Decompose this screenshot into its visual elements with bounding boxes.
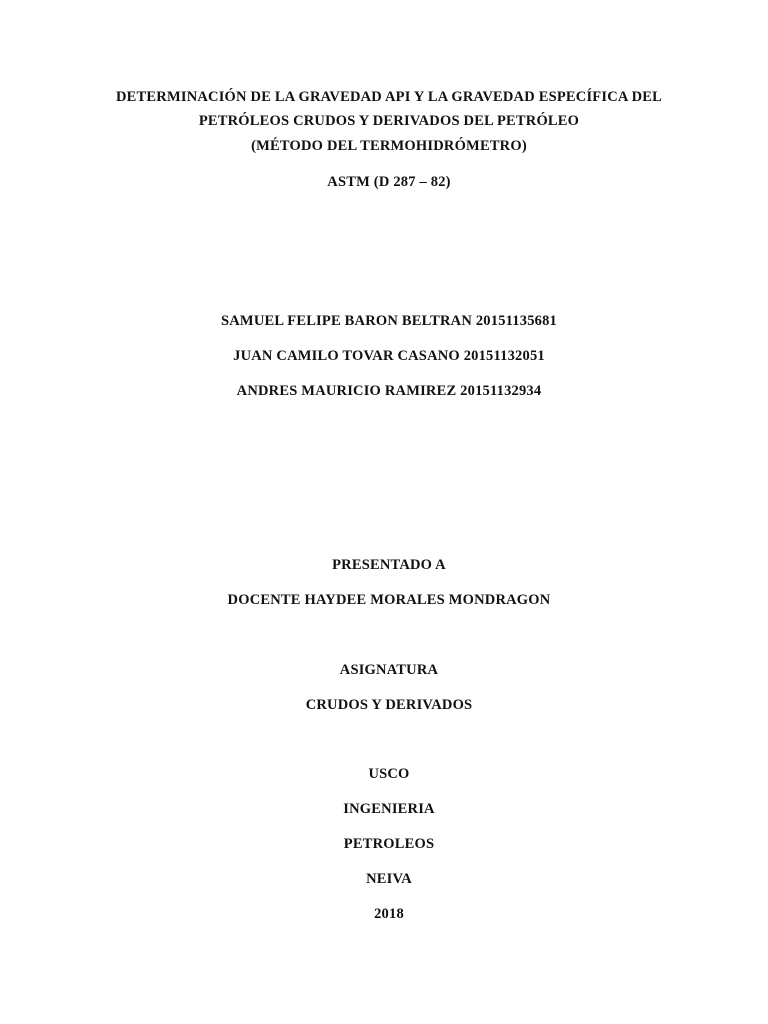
year: 2018 xyxy=(374,906,404,922)
presented-name: DOCENTE HAYDEE MORALES MONDRAGON xyxy=(227,592,551,608)
course-name: CRUDOS Y DERIVADOS xyxy=(305,697,473,713)
city: NEIVA xyxy=(366,871,412,887)
title-line-1: DETERMINACIÓN DE LA GRAVEDAD API Y LA GRAVEDAD ESPECÍFICA DEL xyxy=(116,89,662,105)
standard-code: ASTM (D 287 – 82) xyxy=(327,174,451,190)
author-1: SAMUEL FELIPE BARON BELTRAN 20151135681 xyxy=(221,313,557,329)
program: PETROLEOS xyxy=(343,836,435,852)
author-3: ANDRES MAURICIO RAMIREZ 20151132934 xyxy=(236,383,542,399)
author-2: JUAN CAMILO TOVAR CASANO 20151132051 xyxy=(233,348,545,364)
course-label: ASIGNATURA xyxy=(339,662,439,678)
university: USCO xyxy=(368,766,410,782)
presented-label: PRESENTADO A xyxy=(332,557,446,573)
title-line-2: PETRÓLEOS CRUDOS Y DERIVADOS DEL PETRÓLEO xyxy=(198,113,580,129)
title-line-3: (MÉTODO DEL TERMOHIDRÓMETRO) xyxy=(251,138,527,154)
faculty: INGENIERIA xyxy=(343,801,435,817)
